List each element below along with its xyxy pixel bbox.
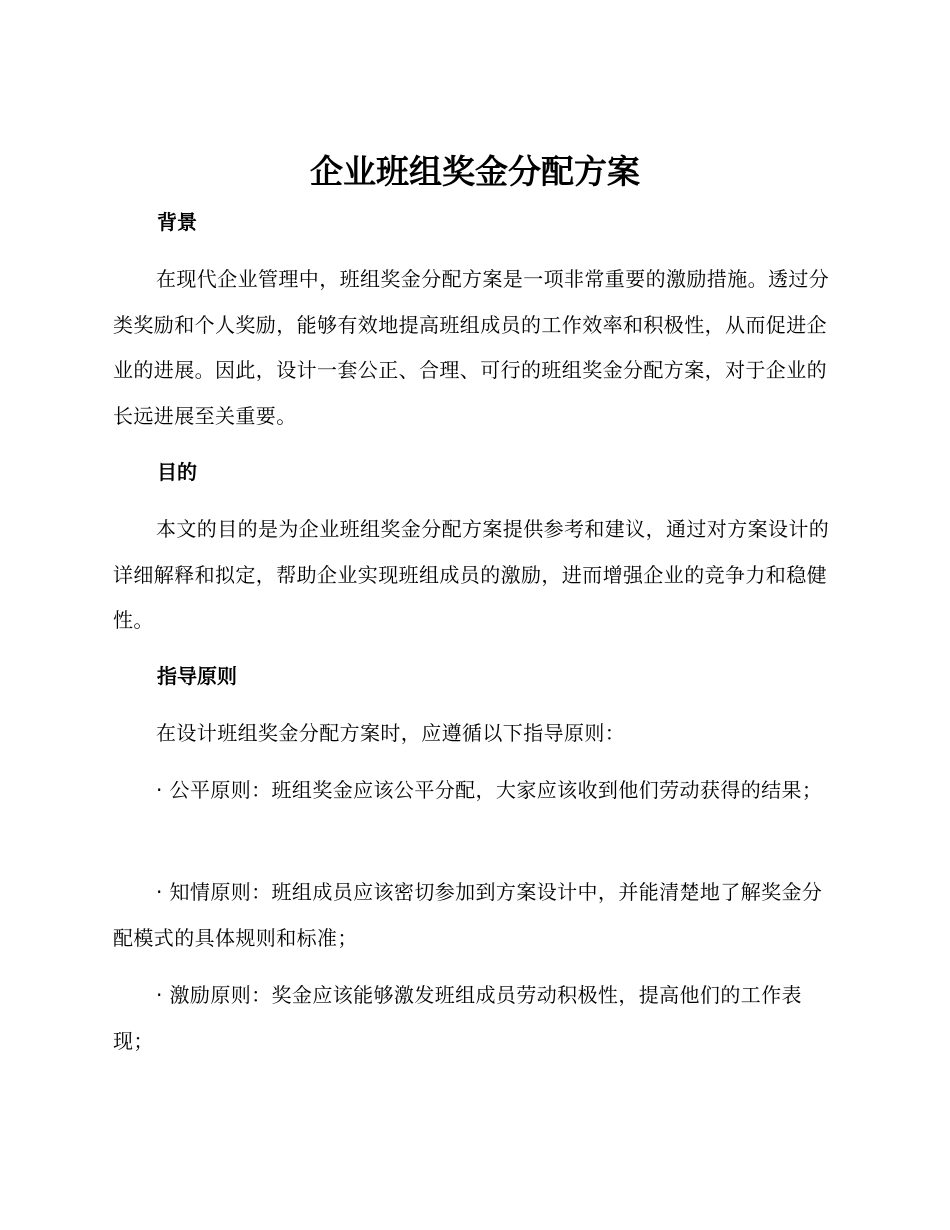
principle-incentive-item: · 激励原则：奖金应该能够激发班组成员劳动积极性，提高他们的工作表现； (113, 983, 802, 1053)
section-heading-principles: 指导原则 (157, 664, 237, 688)
background-paragraph: 在现代企业管理中，班组奖金分配方案是一项非常重要的激励措施。透过分类奖励和个人奖励，能够有效地提高班组成员的工作效率和积极性，从而促进企业的进展。因此，设计一套公正、合理、可行的班组奖金分配方案，对于企业的长远进展至关重要。 (113, 267, 830, 428)
section-heading-purpose: 目的 (157, 460, 197, 484)
principles-intro-paragraph: 在设计班组奖金分配方案时，应遵循以下指导原则： (156, 721, 626, 745)
purpose-paragraph: 本文的目的是为企业班组奖金分配方案提供参考和建议，通过对方案设计的详细解释和拟定，帮助企业实现班组成员的激励，进而增强企业的竞争力和稳健性。 (113, 517, 830, 632)
principle-fairness-item: · 公平原则：班组奖金应该公平分配，大家应该收到他们劳动获得的结果； (156, 778, 823, 802)
section-heading-background: 背景 (157, 210, 197, 234)
document-title: 企业班组奖金分配方案 (310, 152, 640, 191)
principle-informed-item: · 知情原则：班组成员应该密切参加到方案设计中，并能清楚地了解奖金分配模式的具体规则和标准； (113, 880, 823, 950)
